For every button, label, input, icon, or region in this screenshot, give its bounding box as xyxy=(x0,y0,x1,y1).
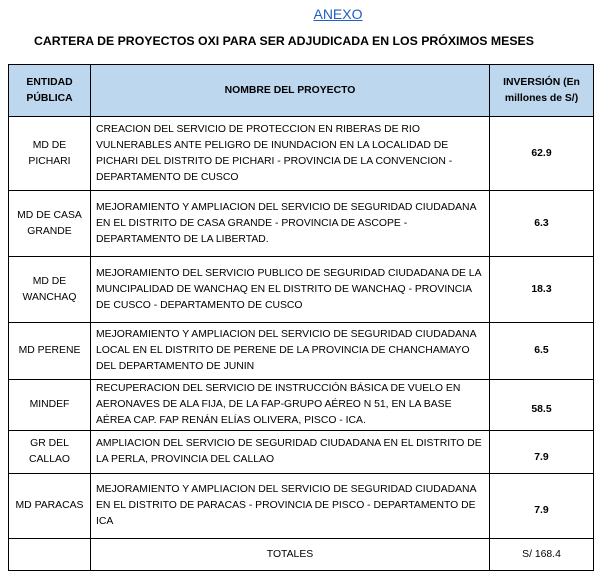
project-name-cell: AMPLIACION DEL SERVICIO DE SEGURIDAD CIUDADANA EN EL DISTRITO DE LA PERLA, PROVINCIA DEL CALLAO xyxy=(91,431,490,474)
column-header-investment: INVERSIÓN (En millones de S/) xyxy=(490,65,594,117)
table-row xyxy=(9,257,594,323)
totals-value: S/ 168.4 xyxy=(490,539,594,571)
totals-row xyxy=(9,539,594,571)
project-name-cell: MEJORAMIENTO DEL SERVICIO PUBLICO DE SEGURIDAD CIUDADANA DE LA MUNCIPALIDAD DE WANCHAQ EN EL DISTRITO DE WANCHAQ - PROVINCIA DE CUSCO - DEPARTAMENTO DE CUSCO xyxy=(91,257,490,323)
totals-empty-cell xyxy=(9,539,91,571)
table-row xyxy=(9,380,594,431)
entity-cell: MD DE PICHARI xyxy=(9,117,91,191)
investment-cell: 7.9 xyxy=(490,474,594,539)
project-name-cell: CREACION DEL SERVICIO DE PROTECCION EN RIBERAS DE RIO VULNERABLES ANTE PELIGRO DE INUNDACION EN LA LOCALIDAD DE PICHARI DEL DISTRITO DE PICHARI - PROVINCIA DE LA CONVENCION - DEPARTAMENTO DE CUSCO xyxy=(91,117,490,191)
table-row xyxy=(9,191,594,257)
totals-label: TOTALES xyxy=(91,539,490,571)
investment-cell: 58.5 xyxy=(490,380,594,431)
entity-cell: MINDEF xyxy=(9,380,91,431)
entity-cell: GR DEL CALLAO xyxy=(9,431,91,474)
entity-cell: MD DE WANCHAQ xyxy=(9,257,91,323)
table-row xyxy=(9,431,594,474)
investment-cell: 7.9 xyxy=(490,431,594,474)
document-title: CARTERA DE PROYECTOS OXI PARA SER ADJUDICADA EN LOS PRÓXIMOS MESES xyxy=(34,34,534,48)
entity-cell: MD PARACAS xyxy=(9,474,91,539)
projects-table xyxy=(8,64,594,571)
investment-cell: 18.3 xyxy=(490,257,594,323)
column-header-project: NOMBRE DEL PROYECTO xyxy=(91,65,490,117)
investment-cell: 6.3 xyxy=(490,191,594,257)
table-row xyxy=(9,323,594,380)
project-name-cell: RECUPERACION DEL SERVICIO DE INSTRUCCIÓN BÁSICA DE VUELO EN AERONAVES DE ALA FIJA, DE LA FAP-GRUPO AÉREO N 51, EN LA BASE AÉREA CAP. FAP RENÁN ELÍAS OLIVERA, PISCO - ICA. xyxy=(91,380,490,431)
entity-cell: MD DE CASA GRANDE xyxy=(9,191,91,257)
project-name-cell: MEJORAMIENTO Y AMPLIACION DEL SERVICIO DE SEGURIDAD CIUDADANA LOCAL EN EL DISTRITO DE PERENE DE LA PROVINCIA DE CHANCHAMAYO DEL DEPARTAMENTO DE JUNIN xyxy=(91,323,490,380)
annex-link[interactable]: ANEXO xyxy=(313,6,363,22)
annex-heading xyxy=(0,5,600,23)
column-header-entity: ENTIDAD PÚBLICA xyxy=(9,65,91,117)
table-header-row xyxy=(9,65,594,117)
investment-cell: 62.9 xyxy=(490,117,594,191)
project-name-cell: MEJORAMIENTO Y AMPLIACION DEL SERVICIO DE SEGURIDAD CIUDADANA EN EL DISTRITO DE CASA GRANDE - PROVINCIA DE ASCOPE - DEPARTAMENTO DE LA LIBERTAD. xyxy=(91,191,490,257)
table-row xyxy=(9,117,594,191)
investment-cell: 6.5 xyxy=(490,323,594,380)
entity-cell: MD PERENE xyxy=(9,323,91,380)
table-row xyxy=(9,474,594,539)
project-name-cell: MEJORAMIENTO Y AMPLIACION DEL SERVICIO DE SEGURIDAD CIUDADANA EN EL DISTRITO DE PARACAS - PROVINCIA DE PISCO - DEPARTAMENTO DE ICA xyxy=(91,474,490,539)
